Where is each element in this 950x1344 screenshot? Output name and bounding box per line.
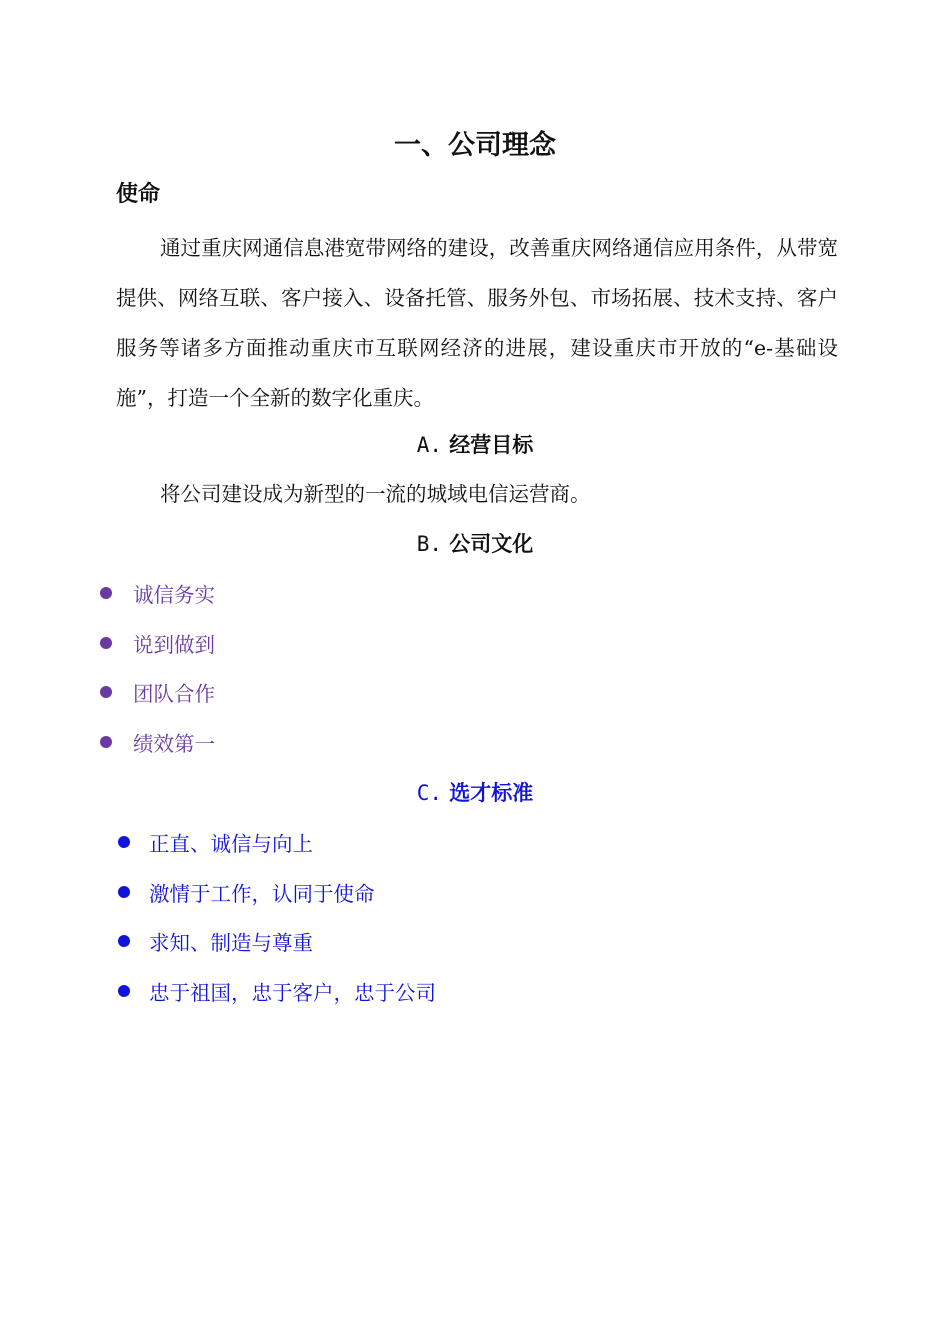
talent-item-label: 求知、制造与尊重 <box>149 931 313 956</box>
list-item <box>118 817 436 867</box>
bullet-dot-icon <box>100 686 112 698</box>
list-item <box>118 966 436 1016</box>
bullet-dot-icon <box>100 736 112 748</box>
list-item <box>118 867 436 917</box>
culture-item-label: 团队合作 <box>133 682 215 707</box>
culture-item-label: 诚信务实 <box>133 582 215 607</box>
talent-item-label: 忠于祖国，忠于客户，忠于公司 <box>149 980 436 1005</box>
talent-item-label: 正直、诚信与向上 <box>149 831 313 856</box>
talent-list <box>118 817 436 1016</box>
list-item <box>100 618 215 668</box>
culture-heading-text: 公司文化 <box>449 532 534 556</box>
culture-heading <box>0 528 950 560</box>
culture-item-label: 绩效第一 <box>133 731 215 756</box>
bullet-dot-icon <box>118 886 130 898</box>
goal-heading-text: 经营目标 <box>449 433 534 457</box>
goal-heading-letter: A. <box>416 433 442 457</box>
bullet-dot-icon <box>118 935 130 947</box>
bullet-dot-icon <box>118 836 130 848</box>
bullet-dot-icon <box>100 637 112 649</box>
list-item <box>100 717 215 767</box>
list-item <box>118 916 436 966</box>
talent-heading-text: 选才标准 <box>449 781 534 805</box>
goal-heading <box>0 429 950 461</box>
talent-item-label: 激情于工作，认同于使命 <box>149 881 375 906</box>
mission-heading: 使命 <box>116 182 161 207</box>
mission-paragraph: 通过重庆网通信息港宽带网络的建设，改善重庆网络通信应用条件，从带宽提供、网络互联、客户接入、设备托管、服务外包、市场拓展、技术支持、客户服务等诸多方面推动重庆市互联网经济的进展，建设重庆市开放的“e-基础设施”，打造一个全新的数字化重庆。 <box>116 236 838 410</box>
page-title: 一、公司理念 <box>394 130 556 161</box>
list-item <box>100 568 215 618</box>
talent-heading-letter: C. <box>416 781 442 805</box>
bullet-dot-icon <box>100 587 112 599</box>
bullet-dot-icon <box>118 985 130 997</box>
list-item <box>100 667 215 717</box>
goal-paragraph: 将公司建设成为新型的一流的城域电信运营商。 <box>160 482 591 506</box>
culture-item-label: 说到做到 <box>133 632 215 657</box>
talent-heading <box>0 777 950 809</box>
culture-list <box>100 568 215 767</box>
culture-heading-letter: B. <box>416 532 442 556</box>
